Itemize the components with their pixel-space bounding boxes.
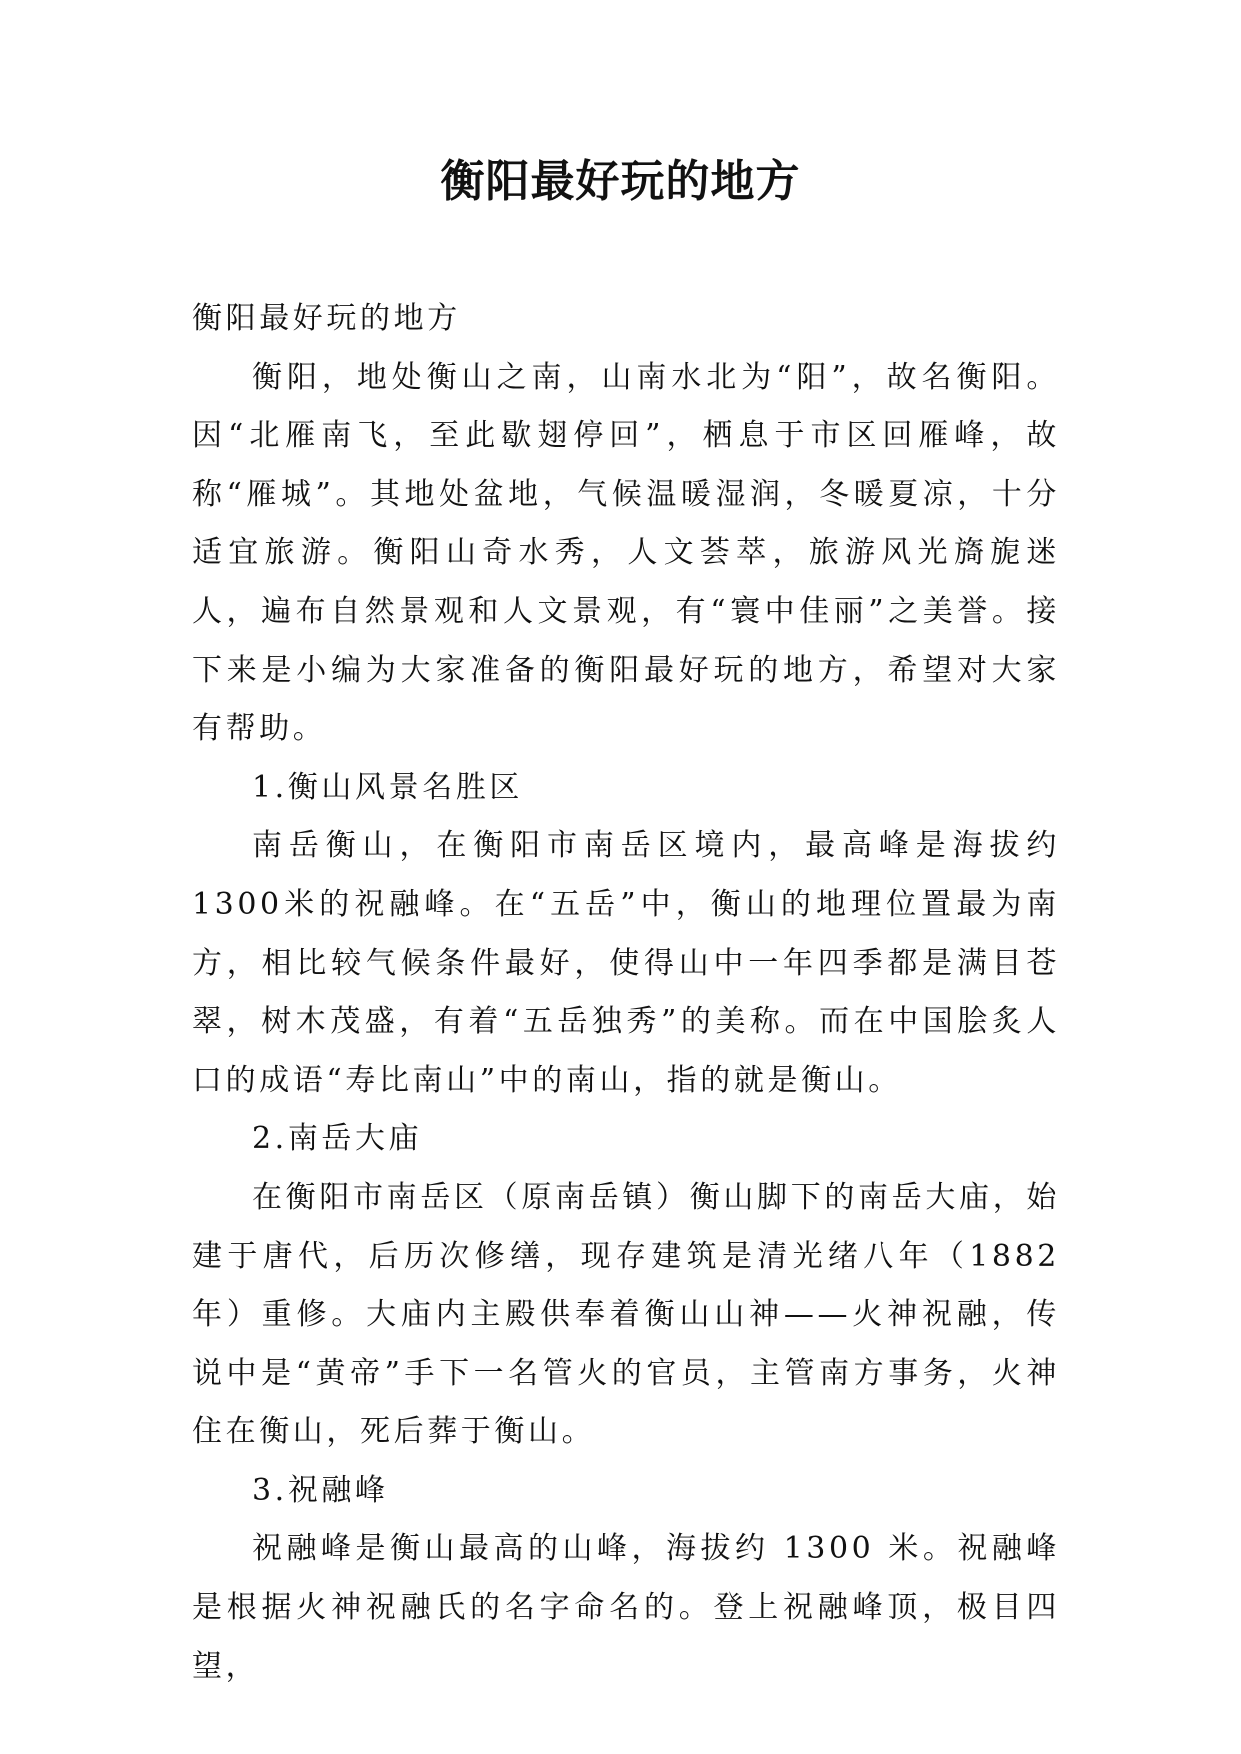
paragraph-nanyue-temple: 在衡阳市南岳区（原南岳镇）衡山脚下的南岳大庙，始建于唐代，后历次修缮，现存建筑是清光绪八年（1882 年）重修。大庙内主殿供奉着衡山山神——火神祝融，传说中是“黄帝”手下一名管火的官员，主管南方事务，火神住在衡山，死后葬于衡山。 — [192, 1179, 1060, 1450]
section-heading-nanyue-temple: 2.南岳大庙 — [252, 1121, 423, 1157]
section-heading-hengshan: 1.衡山风景名胜区 — [252, 769, 524, 805]
paragraph-intro: 衡阳，地处衡山之南，山南水北为“阳”，故名衡阳。因“北雁南飞，至此歇翅停回”，栖息于市区回雁峰，故称“雁城”。其地处盆地，气候温暖湿润，冬暖夏凉，十分适宜旅游。衡阳山奇水秀，人文荟萃，旅游风光旖旎迷人，遍布自然景观和人文景观，有“寰中佳丽”之美誉。接下来是小编为大家准备的衡阳最好玩的地方，希望对大家有帮助。 — [192, 359, 1060, 747]
paragraph-zhurong-peak: 祝融峰是衡山最高的山峰，海拔约 1300 米。祝融峰是根据火神祝融氏的名字命名的。登上祝融峰顶，极目四望， — [192, 1531, 1060, 1684]
body-heading: 衡阳最好玩的地方 — [192, 301, 461, 336]
paragraph-hengshan: 南岳衡山，在衡阳市南岳区境内，最高峰是海拔约 1300米的祝融峰。在“五岳”中，衡山的地理位置最为南方，相比较气候条件最好，使得山中一年四季都是满目苍翠，树木茂盛，有着“五岳独秀”的美称。而在中国脍炙人口的成语“寿比南山”中的南山，指的就是衡山。 — [192, 828, 1060, 1098]
section-heading-zhurong-peak: 3.祝融峰 — [252, 1472, 389, 1508]
document-body — [192, 290, 1060, 1696]
document-title: 衡阳最好玩的地方 — [440, 156, 801, 207]
